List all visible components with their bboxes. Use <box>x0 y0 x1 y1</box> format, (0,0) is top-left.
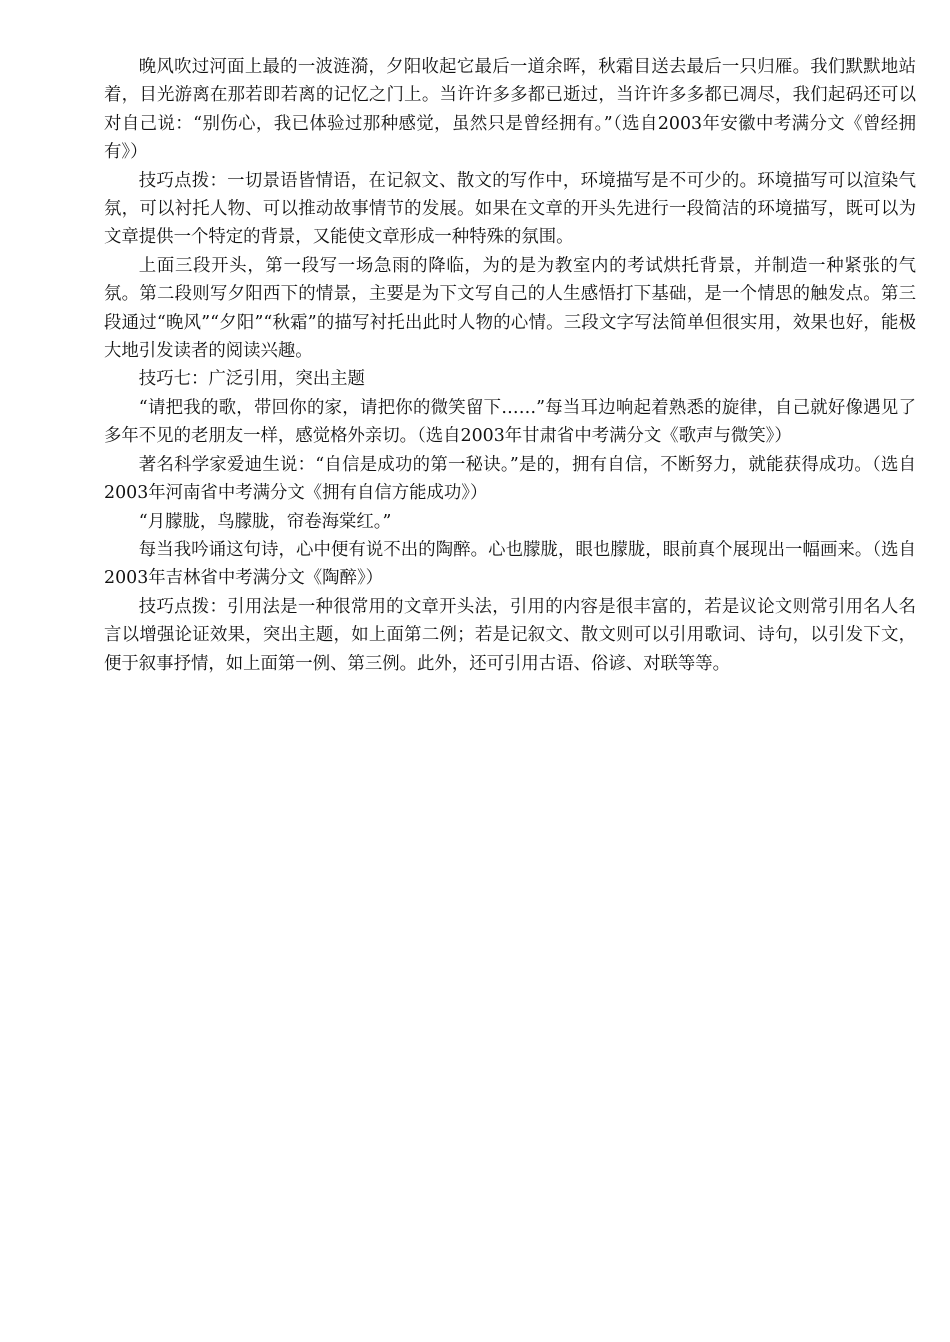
paragraph-poem-example: 每当我吟诵这句诗，心中便有说不出的陶醉。心也朦胧，眼也朦胧，眼前真个展现出一幅画来。（选自2003年吉林省中考满分文《陶醉》） <box>104 539 916 589</box>
section-heading-technique-seven: 技巧七：广泛引用，突出主题 <box>138 369 365 390</box>
paragraph-tip-environment: 技巧点拨：一切景语皆情语，在记叙文、散文的写作中，环境描写是不可少的。环境描写可以渲染气氛，可以衬托人物、可以推动故事情节的发展。如果在文章的开头先进行一段简洁的环境描写，既可以为文章提供一个特定的背景，又能使文章形成一种特殊的氛围。 <box>104 170 916 248</box>
paragraph-three-openings: 上面三段开头，第一段写一场急雨的降临，为的是为教室内的考试烘托背景，并制造一种紧张的气氛。第二段则写夕阳西下的情景，主要是为下文写自己的人生感悟打下基础，是一个情思的触发点。第三段通过“晚风”“夕阳”“秋霜”的描写衬托出此时人物的心情。三段文字写法简单但很实用，效果也好，能极大地引发读者的阅读兴趣。 <box>104 255 916 362</box>
document-page <box>104 53 916 678</box>
paragraph-edison-example: 著名科学家爱迪生说：“自信是成功的第一秘诀。”是的，拥有自信，不断努力，就能获得成功。（选自2003年河南省中考满分文《拥有自信方能成功》） <box>104 454 916 504</box>
paragraph-poem-line: “月朦胧，鸟朦胧，帘卷海棠红。” <box>138 511 392 532</box>
paragraph-tip-quotation: 技巧点拨：引用法是一种很常用的文章开头法，引用的内容是很丰富的，若是议论文则常引用名人名言以增强论证效果，突出主题，如上面第二例；若是记叙文、散文则可以引用歌词、诗句，以引发下文，便于叙事抒情，如上面第一例、第三例。此外，还可引用古语、俗谚、对联等等。 <box>104 596 916 674</box>
paragraph-evening-wind: 晚风吹过河面上最的一波涟漪，夕阳收起它最后一道余晖，秋霜目送去最后一只归雁。我们默默地站着，目光游离在那若即若离的记忆之门上。当许许多多都已逝过，当许许多多都已凋尽，我们起码还可以对自己说：“别伤心，我已体验过那种感觉，虽然只是曾经拥有。”（选自2003年安徽中考满分文《曾经拥有》） <box>104 57 916 163</box>
paragraph-song-example: “请把我的歌，带回你的家，请把你的微笑留下……”每当耳边响起着熟悉的旋律，自己就好像遇见了多年不见的老朋友一样，感觉格外亲切。（选自2003年甘肃省中考满分文《歌声与微笑》） <box>104 397 916 447</box>
